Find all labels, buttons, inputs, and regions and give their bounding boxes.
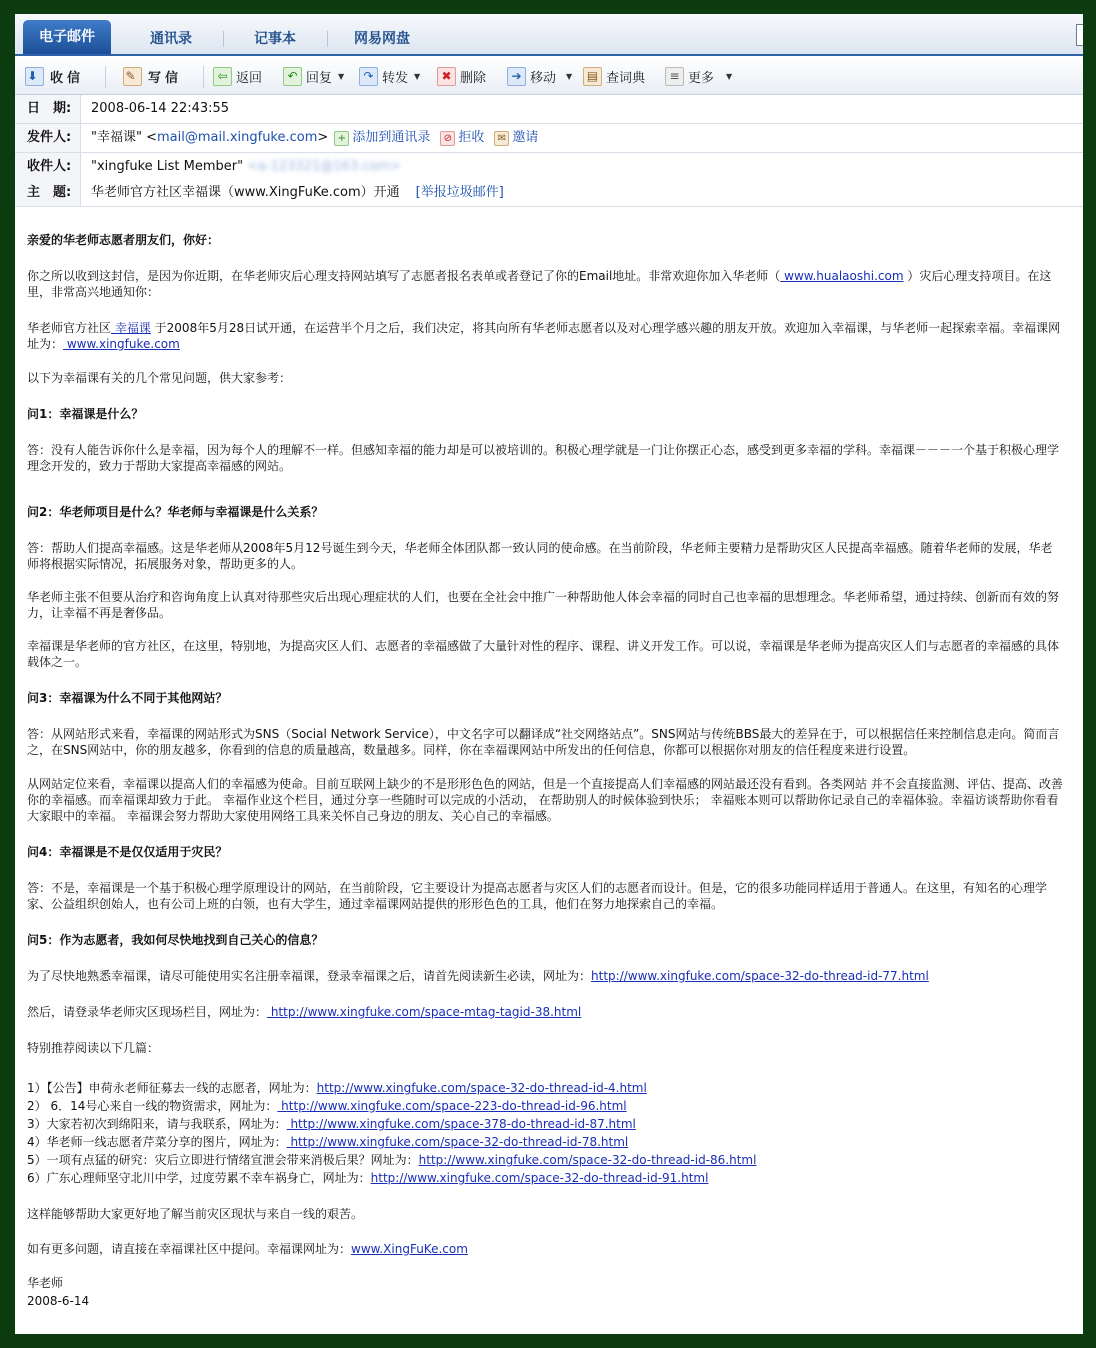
list-item-link[interactable]: http://www.xingfuke.com/space-32-do-thread-id-78.html — [286, 1135, 629, 1149]
text: 你之所以收到这封信，是因为你近期，在华老师灾后心理支持网站填写了志愿者报名表单或者登记了你的Email地址。非常欢迎你加入华老师（ — [27, 269, 781, 283]
answer-paragraph: 从网站定位来看，幸福课以提高人们的幸福感为使命。目前互联网上缺少的不是形形色色的网站，但是一个直接提高人们幸福感的网站最还没有看到。各类网站 并不会直接监测、评估、提高、改善你的幸福感。而幸福课却致力于此。 幸福作业这个栏目，通过分享一些随时可以完成的小活动， 在帮助别人的时候体验到快乐； 幸福账本则可以帮助你记录自己的幸福体验。幸福访谈帮助你看看大家眼中的幸福。 幸福课会努力帮助大家使用网络工具来关怀自己身边的朋友、关心自己的幸福感。 — [27, 777, 1063, 823]
window-edge — [1076, 24, 1083, 46]
signature-date: 2008-6-14 — [27, 1294, 90, 1308]
recipient-name: "xingfuke List Member" — [91, 159, 244, 174]
hualaoshi-link[interactable]: www.hualaoshi.com — [780, 269, 904, 283]
forward-icon: ↷ — [359, 67, 378, 86]
add-contact-icon: + — [334, 131, 349, 146]
paragraph: 以下为幸福课有关的几个常见问题，供大家参考： — [27, 371, 292, 385]
toolbar-divider — [203, 66, 204, 88]
reject-icon: ⊘ — [440, 131, 455, 146]
compose-button[interactable] — [123, 64, 182, 88]
list-item-link[interactable]: http://www.xingfuke.com/space-32-do-thread-id-86.html — [418, 1153, 757, 1167]
paragraph — [27, 320, 1063, 352]
from-label: 发件人: — [15, 124, 81, 152]
xingfuke-link[interactable]: 幸福课 — [111, 321, 151, 335]
question-heading: 问4：幸福课是不是仅仅适用于灾民？ — [27, 845, 228, 859]
list-item — [27, 1098, 1063, 1114]
subject-label: 主 题: — [15, 180, 81, 206]
question-heading: 问1：幸福课是什么？ — [27, 407, 144, 421]
question-heading: 问5：作为志愿者，我如何尽快地找到自己关心的信息？ — [27, 933, 324, 947]
answer-paragraph: 答：不是，幸福课是一个基于积极心理学原理设计的网站，在当前阶段，它主要设计为提高志愿者与灾区人们的志愿者而设计。但是，它的很多功能同样适用于普通人。在这里，有知名的心理学家、公益组织创始人，也有公司上班的白领，也有大学生，通过幸福课网站提供的形形色色的工具，他们在努力地探索自己的幸福。 — [27, 881, 1048, 911]
reply-button[interactable] — [283, 64, 344, 88]
download-icon: ⬇ — [25, 67, 44, 86]
compose-label: 写信 — [148, 70, 183, 86]
date-label: 日 期: — [15, 95, 81, 123]
list-item — [27, 1170, 1063, 1186]
text: 为了尽快地熟悉幸福课，请尽可能使用实名注册幸福课，登录幸福课之后，请首先阅读新生必读，网址为： — [27, 969, 592, 983]
reply-dropdown-icon[interactable]: ▼ — [338, 71, 345, 81]
list-item-text: 5）一项有点猛的研究：灾后立即进行情绪宣泄会带来消极后果？网址为： — [27, 1153, 419, 1167]
to-value — [91, 153, 401, 181]
list-item-link[interactable]: http://www.xingfuke.com/space-378-do-thread-id-87.html — [286, 1117, 636, 1131]
tab-notepad[interactable]: 记事本 — [254, 31, 296, 47]
receive-button[interactable] — [25, 64, 84, 88]
list-item — [27, 1080, 1063, 1096]
answer-paragraph: 华老师主张不但要从治疗和咨询角度上认真对待那些灾后出现心理症状的人们，也要在全社会中推广一种帮助他人体会幸福的同时自己也幸福的思想理念。华老师希望，通过持续、创新而有效的努力，让幸福不再是奢侈品。 — [27, 590, 1060, 620]
text: ）灾后心理支持项目。在这里，非常高兴地通知你： — [27, 269, 1052, 299]
list-item — [27, 1134, 1063, 1150]
answer-paragraph — [27, 968, 1063, 984]
move-icon: ➔ — [507, 67, 526, 86]
answer-paragraph: 答：帮助人们提高幸福感。这是华老师从2008年5月12号诞生到今天，华老师全体团队都一致认同的使命感。在当前阶段，华老师主要精力是帮助灾区人民提高幸福感。随着华老师的发展，华老师将根据实际情况，拓展服务对象，帮助更多的人。 — [27, 541, 1053, 571]
reply-label: 回复 — [306, 70, 333, 86]
more-label: 更多 — [688, 70, 715, 86]
dictionary-button[interactable] — [583, 64, 645, 88]
closing-paragraph — [27, 1241, 1063, 1257]
forward-dropdown-icon[interactable]: ▼ — [414, 71, 421, 81]
text: 然后，请登录华老师灾区现场栏目，网址为： — [27, 1005, 268, 1019]
invite-link[interactable]: 邀请 — [512, 130, 539, 145]
recipient-email-blurred: <a-123321@163.com> — [247, 159, 401, 174]
subject-row — [15, 180, 1083, 207]
tab-netdisk[interactable]: 网易网盘 — [354, 31, 410, 47]
list-item-text: 6）广东心理师坚守北川中学，过度劳累不幸车祸身亡，网址为： — [27, 1171, 371, 1185]
pencil-icon: ✎ — [123, 67, 142, 86]
answer-paragraph — [27, 1004, 1063, 1020]
subject-text: 华老师官方社区幸福课（www.XingFuKe.com）开通 — [91, 185, 400, 200]
report-spam-link[interactable]: [举报垃圾邮件] — [415, 185, 504, 200]
question-heading: 问2：华老师项目是什么？华老师与幸福课是什么关系？ — [27, 505, 324, 519]
mail-body — [27, 232, 1063, 1309]
newbie-guide-link[interactable]: http://www.xingfuke.com/space-32-do-thread-id-77.html — [591, 969, 929, 983]
list-item-text: 4）华老师一线志愿者芹菜分享的图片，网址为： — [27, 1135, 287, 1149]
from-row — [15, 124, 1083, 153]
xingfuke-home-link[interactable]: www.XingFuKe.com — [351, 1242, 468, 1256]
delete-icon: ✖ — [437, 67, 456, 86]
list-item-text: 1）【公告】申荷永老师征募去一线的志愿者，网址为： — [27, 1081, 317, 1095]
answer-paragraph: 答：从网站形式来看，幸福课的网站形式为SNS（Social Network Service），中文名字可以翻译成“社交网络站点”。SNS网站与传统BBS最大的差异在于，可以根据信任来控制信息走向。简而言之，在SNS网站中，你的朋友越多，你看到的信息的质量越高，数量越多。同样，你在幸福课网站中所发出的任何信息，你都可以根据你对朋友的信任程度来进行设置。 — [27, 727, 1060, 757]
text: 如有更多问题，请直接在幸福课社区中提问。幸福课网址为： — [27, 1242, 352, 1256]
date-value: 2008-06-14 22:43:55 — [91, 101, 230, 116]
book-icon: ▤ — [583, 67, 602, 86]
xingfuke-url-link[interactable]: www.xingfuke.com — [63, 337, 180, 351]
disaster-area-link[interactable]: http://www.xingfuke.com/space-mtag-tagid-38.html — [267, 1005, 582, 1019]
move-button[interactable] — [507, 64, 572, 88]
list-item-text: 2） 6．14号心来自一线的物资需求，网址为： — [27, 1099, 278, 1113]
reject-link[interactable]: 拒收 — [458, 130, 485, 145]
tab-contacts[interactable]: 通讯录 — [150, 31, 192, 47]
closing-paragraph: 这样能够帮助大家更好地了解当前灾区现状与来自一线的艰苦。 — [27, 1207, 364, 1221]
invite-icon: ✉ — [494, 131, 509, 146]
delete-label: 删除 — [460, 70, 487, 86]
list-item-text: 3）大家若初次到绵阳来，请与我联系，网址为： — [27, 1117, 287, 1131]
tab-email[interactable]: 电子邮件 — [23, 20, 111, 54]
sender-name: "幸福课" < — [91, 130, 157, 145]
signature: 华老师 — [27, 1276, 64, 1290]
sender-email[interactable]: mail@mail.xingfuke.com — [156, 130, 318, 145]
answer-paragraph: 答：没有人能告诉你什么是幸福，因为每个人的理解不一样。但感知幸福的能力却是可以被培训的。积极心理学就是一门让你摆正心态，感受到更多幸福的学科。幸福课－－－一个基于积极心理学理念开发的，致力于帮助大家提高幸福感的网站。 — [27, 443, 1060, 473]
list-item — [27, 1116, 1063, 1132]
move-label: 移动 — [530, 70, 557, 86]
text: 于2008年5月28日试开通，在运营半个月之后，我们决定，将其向所有华老师志愿者以及对心理学感兴趣的朋友开放。欢迎加入幸福课，与华老师一起探索幸福。幸福课网址为： — [27, 321, 1061, 351]
receive-label: 收信 — [50, 70, 85, 86]
subject-value — [91, 180, 504, 206]
sender-email-close: > — [317, 130, 329, 145]
from-value — [91, 124, 538, 152]
answer-paragraph: 幸福课是华老师的官方社区，在这里，特别地，为提高灾区人们、志愿者的幸福感做了大量针对性的程序、课程、讲义开发工作。可以说，幸福课是华老师为提高灾区人们与志愿者的幸福感的具体载体之一。 — [27, 639, 1060, 669]
move-dropdown-icon[interactable]: ▼ — [566, 71, 573, 81]
greeting: 亲爱的华老师志愿者朋友们，你好： — [27, 233, 220, 247]
dictionary-label: 查词典 — [606, 70, 646, 86]
tab-bar — [15, 14, 1083, 56]
forward-button[interactable] — [359, 64, 420, 88]
tab-divider — [223, 31, 224, 47]
back-arrow-icon: ⇦ — [213, 67, 232, 86]
paragraph — [27, 268, 1063, 300]
toolbar — [15, 58, 1083, 95]
list-item — [27, 1152, 1063, 1168]
question-heading: 问3：幸福课为什么不同于其他网站？ — [27, 691, 228, 705]
mail-window — [15, 14, 1083, 1334]
to-label: 收件人: — [15, 153, 81, 181]
add-contact-link[interactable]: 添加到通讯录 — [352, 130, 431, 145]
list-icon: ≡ — [665, 67, 684, 86]
reply-icon: ↶ — [283, 67, 302, 86]
text: 华老师官方社区 — [27, 321, 112, 335]
back-label: 返回 — [236, 70, 263, 86]
recommend-heading: 特别推荐阅读以下几篇： — [27, 1041, 160, 1055]
delete-button[interactable] — [437, 64, 486, 88]
date-row — [15, 95, 1083, 124]
list-item-link[interactable]: http://www.xingfuke.com/space-32-do-thread-id-91.html — [370, 1171, 709, 1185]
list-item-link[interactable]: http://www.xingfuke.com/space-223-do-thread-id-96.html — [277, 1099, 627, 1113]
list-item-link[interactable]: http://www.xingfuke.com/space-32-do-thread-id-4.html — [316, 1081, 647, 1095]
more-button[interactable] — [665, 64, 732, 88]
more-dropdown-icon[interactable]: ▼ — [726, 71, 733, 81]
to-row — [15, 153, 1083, 182]
toolbar-divider — [105, 66, 106, 88]
forward-label: 转发 — [382, 70, 409, 86]
tab-divider — [327, 31, 328, 47]
back-button[interactable] — [213, 64, 262, 88]
